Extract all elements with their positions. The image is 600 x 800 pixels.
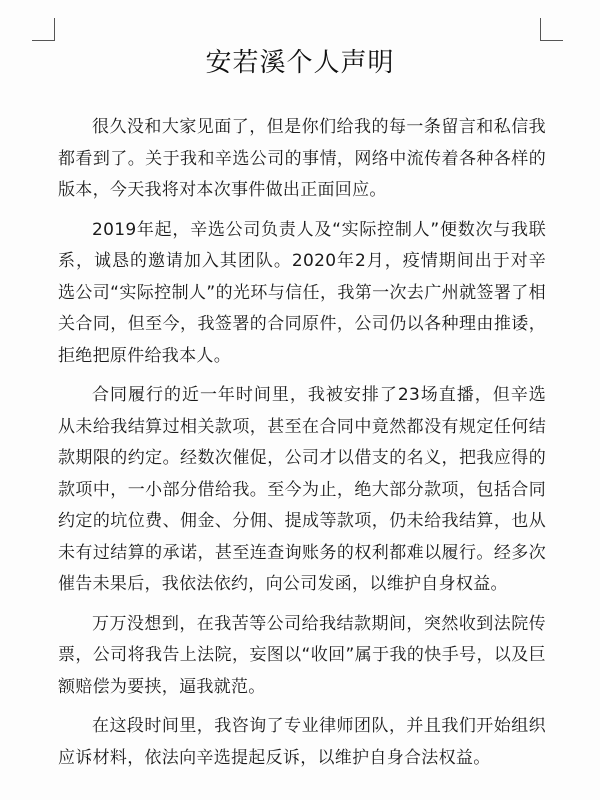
- crop-mark-top-right: [540, 18, 563, 41]
- document-title: 安若溪个人声明: [205, 48, 395, 78]
- paragraph-2: 2019年起，辛选公司负责人及“实际控制人”便数次与我联系，诚恳的邀请加入其团队。2020年2月，疫情期间出于对辛选公司“实际控制人”的光环与信任，我第一次去广州就签署了相关合同，但至今，我签署的合同原件，公司仍以各种理由推诿，拒绝把原件给我本人。: [58, 219, 546, 366]
- paragraph-5: 在这段时间里，我咨询了专业律师团队，并且我们开始组织应诉材料，依法向辛选提起反诉，以维护自身合法权益。: [58, 716, 546, 768]
- paragraph-1: 很久没和大家见面了，但是你们给我的每一条留言和私信我都看到了。关于我和辛选公司的事情，网络中流传着各种各样的版本，今天我将对本次事件做出正面回应。: [58, 117, 546, 200]
- document-body: [58, 112, 546, 782]
- paragraph-4: 万万没想到，在我苦等公司给我结款期间，突然收到法院传票，公司将我告上法院，妄图以“收回”属于我的快手号，以及巨额赔偿为要挟，逼我就范。: [58, 613, 546, 697]
- paragraph-3: 合同履行的近一年时间里，我被安排了23场直播，但辛选从未给我结算过相关款项，甚至在合同中竟然都没有规定任何结款期限的约定。经数次催促，公司才以借支的名义，把我应得的款项中，一小部分借给我。至今为止，绝大部分款项，包括合同约定的坑位费、佣金、分佣、提成等款项，仍未给我结算，也从未有过结算的承诺，甚至连查询账务的权利都难以履行。经多次催告未果后，我依法依约，向公司发函，以维护自身权益。: [58, 385, 546, 594]
- crop-mark-top-left: [32, 18, 55, 41]
